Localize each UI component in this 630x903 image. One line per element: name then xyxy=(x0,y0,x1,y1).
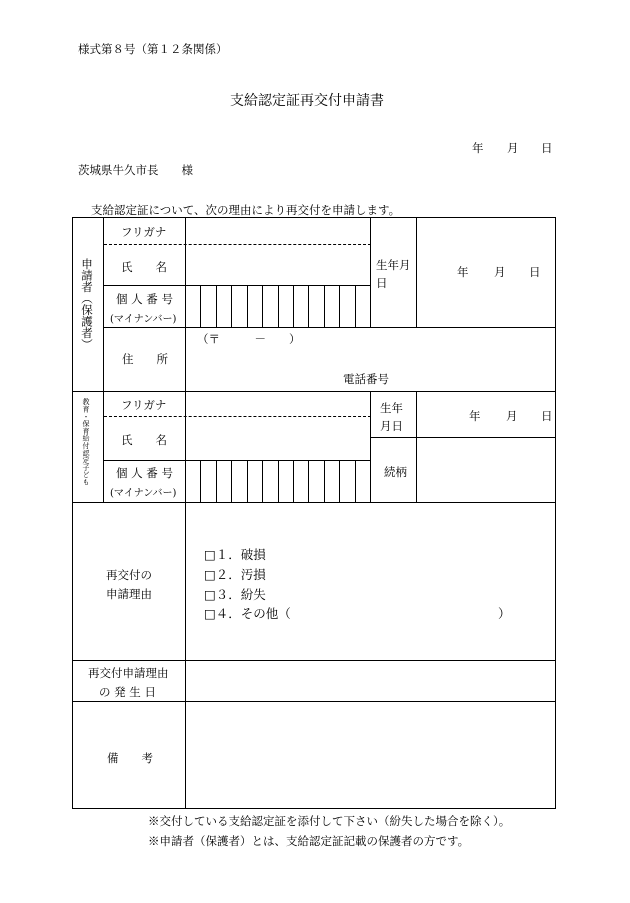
note-guardian: ※申請者（保護者）とは、支給認定証記載の保護者の方です。 xyxy=(148,834,470,848)
reason-option-damage[interactable]: □１．破損 xyxy=(204,547,266,562)
digit-box-divider xyxy=(216,286,217,327)
date-year-label: 年 xyxy=(472,141,484,155)
child-furigana-label: フリガナ xyxy=(121,398,167,412)
digit-box-divider xyxy=(278,461,279,502)
applicant-birth-label: 生年月日 xyxy=(376,258,411,290)
applicant-birth-month: 月 xyxy=(494,265,506,279)
digit-box-divider xyxy=(247,286,248,327)
digit-box-divider xyxy=(355,286,356,327)
digit-box-divider xyxy=(324,461,325,502)
applicant-birth-day: 日 xyxy=(529,265,541,279)
digit-box-divider xyxy=(231,461,232,502)
digit-box-divider xyxy=(339,286,340,327)
reason-option-other[interactable]: □４．その他（ xyxy=(204,606,291,621)
note-attach: ※交付している支給認定証を添付して下さい（紛失した場合を除く）。 xyxy=(148,814,511,828)
remarks-label: 備 考 xyxy=(107,751,153,765)
date-day-label: 日 xyxy=(541,141,553,155)
date-month-label: 月 xyxy=(507,141,519,155)
digit-box-divider xyxy=(231,286,232,327)
applicant-furigana-label: フリガナ xyxy=(121,225,167,239)
child-relation-label: 続柄 xyxy=(384,465,407,479)
child-birth-year: 年 xyxy=(469,409,481,423)
applicant-address-label: 住 所 xyxy=(122,352,168,366)
intro-text: 支給認定証について、次の理由により再交付を申請します。 xyxy=(91,203,401,217)
child-name-label: 氏 名 xyxy=(121,433,167,447)
digit-box-divider xyxy=(262,286,263,327)
child-birth-day: 日 xyxy=(541,409,553,423)
digit-box-divider xyxy=(324,286,325,327)
occurrence-label-line1: 再交付申請理由 xyxy=(88,666,169,680)
applicant-name-label: 氏 名 xyxy=(121,260,167,274)
applicant-number-label: 個 人 番 号 xyxy=(116,292,173,306)
digit-box-divider xyxy=(216,461,217,502)
applicant-mynumber-label: (マイナンバー) xyxy=(110,314,177,325)
digit-box-divider xyxy=(278,286,279,327)
applicant-section-label: 申請者（保護者） xyxy=(80,258,94,350)
form-number: 様式第８号（第１２条関係） xyxy=(78,42,228,56)
addressee: 茨城県牛久市長 様 xyxy=(78,163,193,177)
reason-option-soil[interactable]: □２．汚損 xyxy=(204,567,266,582)
digit-box-divider xyxy=(262,461,263,502)
applicant-postal: （〒 － ） xyxy=(197,332,301,346)
digit-box-divider xyxy=(200,286,201,327)
child-mynumber-label: (マイナンバー) xyxy=(110,488,177,499)
digit-box-divider xyxy=(200,461,201,502)
reason-other-close-paren: ） xyxy=(498,606,511,621)
child-section-label: 教育・保育給付認定子ども xyxy=(82,398,90,486)
reason-option-lost[interactable]: □３．紛失 xyxy=(204,587,266,602)
child-birth-label: 生年月日 xyxy=(380,401,403,433)
reason-label-line1: 再交付の xyxy=(106,568,152,582)
digit-box-divider xyxy=(247,461,248,502)
digit-box-divider xyxy=(339,461,340,502)
digit-box-divider xyxy=(293,461,294,502)
digit-box-divider xyxy=(308,286,309,327)
digit-box-divider xyxy=(355,461,356,502)
child-number-label: 個 人 番 号 xyxy=(116,466,173,480)
digit-box-divider xyxy=(293,286,294,327)
applicant-birth-year: 年 xyxy=(457,265,469,279)
applicant-phone-label: 電話番号 xyxy=(343,372,389,386)
digit-box-divider xyxy=(308,461,309,502)
reason-label-line2: 申請理由 xyxy=(106,587,152,601)
form-title: 支給認定証再交付申請書 xyxy=(230,93,384,109)
occurrence-label-line2: の 発 生 日 xyxy=(99,685,156,699)
child-birth-month: 月 xyxy=(506,409,518,423)
